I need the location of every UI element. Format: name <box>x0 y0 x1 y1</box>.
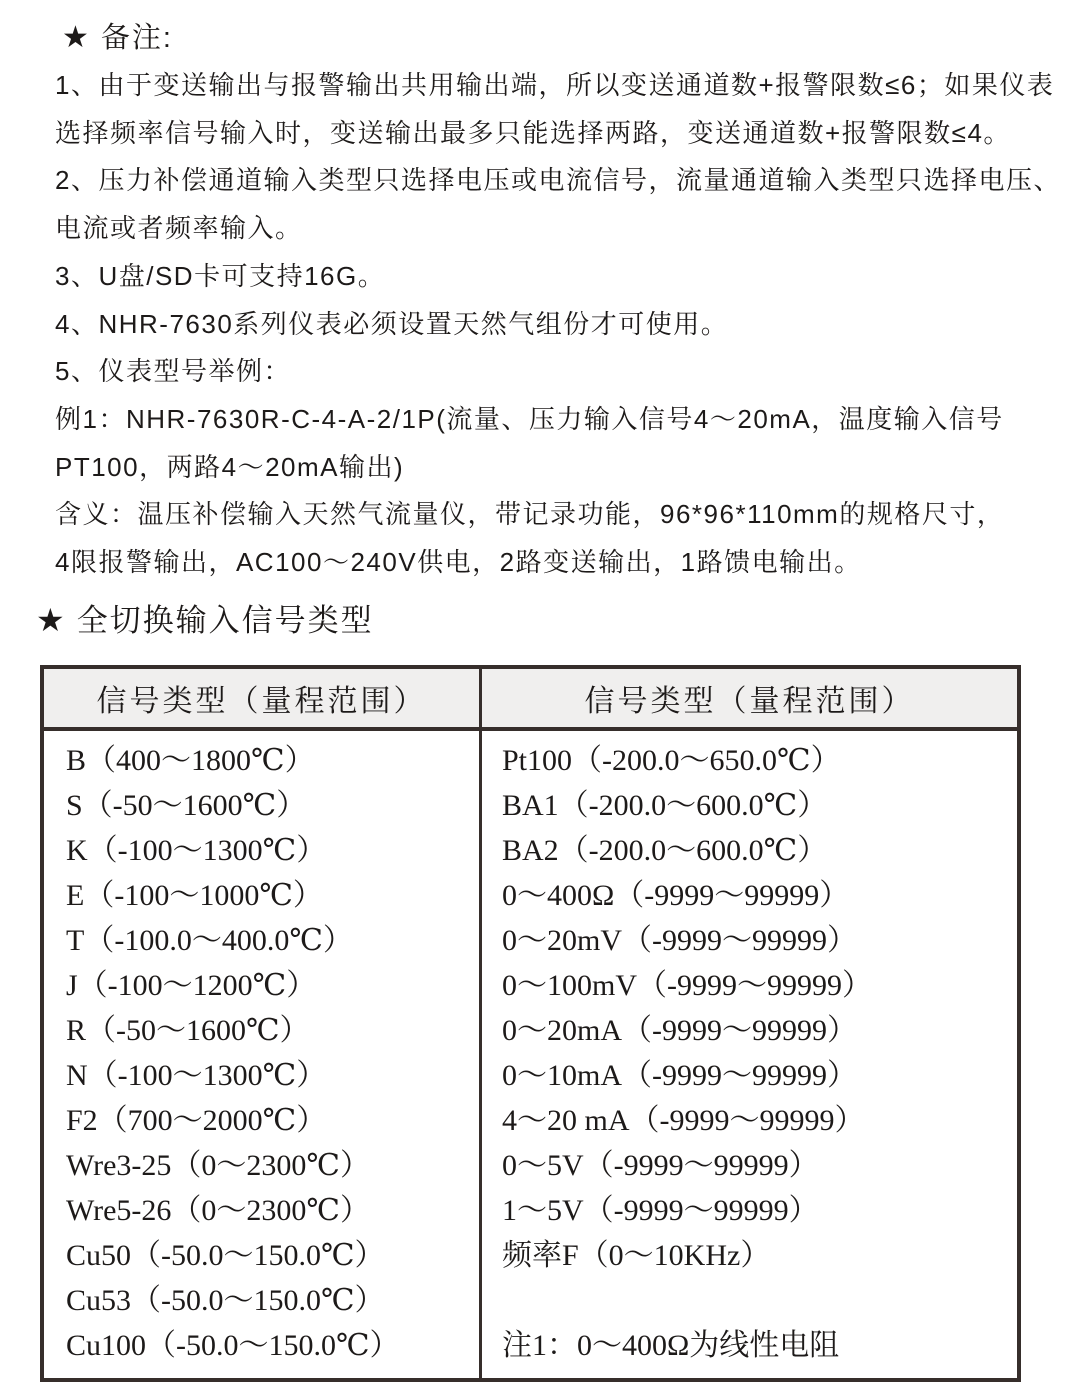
signal-entry: BA1（-200.0～600.0℃） <box>502 788 828 822</box>
note-line: 含义：温压补偿输入天然气流量仪，带记录功能，96*96*110mm的规格尺寸， <box>55 499 1005 530</box>
signal-table-header-row <box>44 669 1017 731</box>
spacer-row <box>502 1278 1017 1323</box>
note-line: 5、仪表型号举例： <box>55 356 291 387</box>
signal-entry: Wre5-26（0～2300℃） <box>66 1193 370 1227</box>
signal-entry: 1～5V（-9999～99999） <box>502 1193 819 1227</box>
signal-entry: Cu100（-50.0～150.0℃） <box>66 1328 400 1362</box>
signal-entry: F2（700～2000℃） <box>66 1103 327 1137</box>
signal-entry: Pt100（-200.0～650.0℃） <box>502 743 841 777</box>
signal-entry: R（-50～1600℃） <box>66 1013 310 1047</box>
signal-table-left-column <box>44 731 479 1378</box>
table-header-cell-right: 信号类型（量程范围） <box>479 669 1017 727</box>
signal-types-section-heading <box>36 597 1080 644</box>
signal-entry: 0～20mA（-9999～99999） <box>502 1013 857 1047</box>
note-line: 例1：NHR-7630R-C-4-A-2/1P(流量、压力输入信号4～20mA，温度输入信号 <box>55 403 1004 434</box>
signal-entry: Wre3-25（0～2300℃） <box>66 1148 370 1182</box>
signal-entry: K（-100～1300℃） <box>66 833 327 867</box>
signal-entry: 0～400Ω（-9999～99999） <box>502 878 850 912</box>
signal-entry: 0～10mA（-9999～99999） <box>502 1058 857 1092</box>
signal-types-section-title: 全切换输入信号类型 <box>76 602 374 638</box>
signal-entry: S（-50～1600℃） <box>66 788 307 822</box>
signal-entry: 0～5V（-9999～99999） <box>502 1148 819 1182</box>
notes-title: 备注: <box>100 22 173 54</box>
note-line: 4、NHR-7630系列仪表必须设置天然气组份才可使用。 <box>55 308 729 339</box>
signal-table-body <box>44 731 1017 1378</box>
signal-entry: 频率F（0～10KHz） <box>502 1238 771 1272</box>
note-line: 4限报警输出，AC100～240V供电，2路变送输出，1路馈电输出。 <box>55 547 862 578</box>
table-header-cell-left: 信号类型（量程范围） <box>96 684 427 718</box>
signal-entry: 0～100mV（-9999～99999） <box>502 968 872 1002</box>
note-line: 2、压力补偿通道输入类型只选择电压或电流信号，流量通道输入类型只选择电压、 <box>55 165 1061 196</box>
signal-entry: N（-100～1300℃） <box>66 1058 327 1092</box>
note-line: PT100，两路4～20mA输出) <box>55 451 405 482</box>
signal-entry: Cu50（-50.0～150.0℃） <box>66 1238 385 1272</box>
note-line: 1、由于变送输出与报警输出共用输出端，所以变送通道数+报警限数≤6；如果仪表 <box>55 70 1055 100</box>
notes-heading <box>62 14 1080 62</box>
signal-entry: Cu53（-50.0～150.0℃） <box>66 1283 385 1317</box>
star-icon: ★ <box>36 601 67 638</box>
note-line: 选择频率信号输入时，变送输出最多只能选择两路，变送通道数+报警限数≤4。 <box>55 117 1011 148</box>
signal-entry: J（-100～1200℃） <box>66 968 317 1002</box>
signal-table-right-column <box>479 731 1017 1378</box>
signal-entry: 4～20 mA（-9999～99999） <box>502 1103 865 1137</box>
star-icon: ★ <box>62 21 91 54</box>
signal-entry: T（-100.0～400.0℃） <box>66 923 353 957</box>
note-line: 电流或者频率输入。 <box>55 213 303 244</box>
table-note: 注1：0～400Ω为线性电阻 <box>502 1328 840 1362</box>
signal-entry: B（400～1800℃） <box>66 743 315 777</box>
signal-table <box>40 665 1021 1382</box>
signal-entry: 0～20mV（-9999～99999） <box>502 923 857 957</box>
signal-entry: E（-100～1000℃） <box>66 878 323 912</box>
note-line: 3、U盘/SD卡可支持16G。 <box>55 260 386 291</box>
signal-entry: BA2（-200.0～600.0℃） <box>502 833 828 867</box>
